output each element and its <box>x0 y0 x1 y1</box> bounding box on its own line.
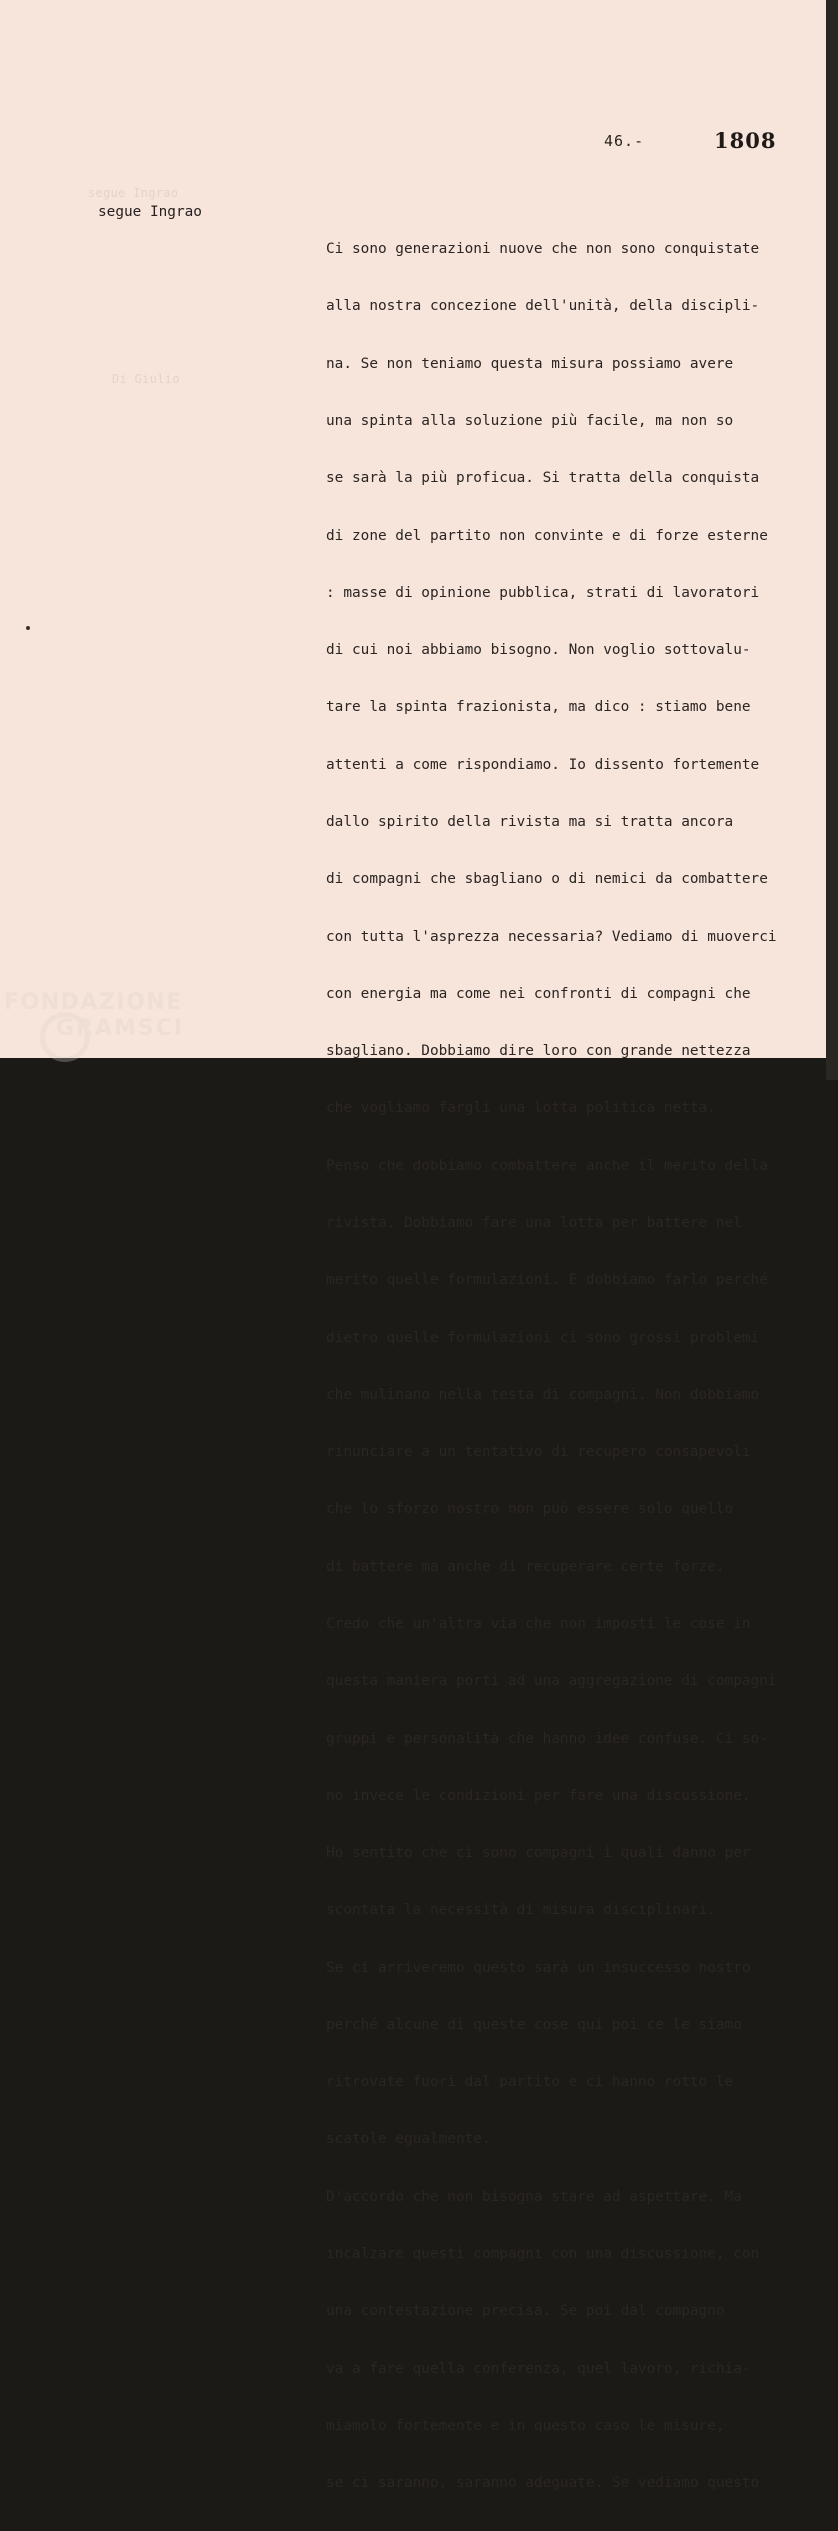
scan-edge <box>826 0 838 1080</box>
text-line: con energia ma come nei confronti di compagni che <box>326 985 751 1002</box>
text-line: ritrovate fuori dal partito e ci hanno rotto le <box>326 2074 734 2091</box>
watermark-line-1: FONDAZIONE <box>4 990 183 1015</box>
text-line: di compagni che sbagliano o di nemici da combattere <box>326 871 768 888</box>
archive-stamp-number: 1808 <box>714 128 777 153</box>
text-line: na. Se non teniamo questa misura possiamo avere <box>326 355 734 372</box>
text-line: sbagliano. Dobbiamo dire loro con grande nettezza <box>326 1043 751 1060</box>
text-line: una contestazione precisa. Se poi dal compagno <box>326 2303 725 2320</box>
margin-mark <box>26 626 30 630</box>
text-line: una spinta alla soluzione più facile, ma non so <box>326 413 734 430</box>
bleed-through-text: segue Ingrao <box>88 186 179 200</box>
text-line: D'accordo che non bisogna stare ad aspettare. Ma <box>326 2188 742 2205</box>
text-line: rivista. Dobbiamo fare una lotta per battere nel <box>326 1214 742 1231</box>
text-line: Credo che un'altra via che non imposti le cose in <box>326 1615 751 1632</box>
text-line: rinunciare a un tentativo di recupero consapevoli <box>326 1444 751 1461</box>
text-line: Se ci arriveremo questo sarà un insuccesso nostro <box>326 1959 751 1976</box>
text-line: no invece le condizioni per fare una discussione. <box>326 1787 751 1804</box>
text-line: che vogliamo fargli una lotta politica netta. <box>326 1100 716 1117</box>
text-line: alla nostra concezione dell'unità, della discipli- <box>326 298 760 315</box>
page-number: 46.- <box>604 132 645 150</box>
text-line: di battere ma anche di recuperare certe forze. <box>326 1558 725 1575</box>
bleed-through-text: Di Giulio <box>112 372 180 386</box>
text-line: gruppi e personalità che hanno idee confuse. Ci so- <box>326 1730 768 1747</box>
text-line: attenti a come rispondiamo. Io dissento fortemente <box>326 756 760 773</box>
text-line: : masse di opinione pubblica, strati di lavoratori <box>326 584 760 601</box>
text-line: perché alcune di queste cose qui poi ce le siamo <box>326 2016 742 2033</box>
typed-body-text <box>326 202 826 2531</box>
archive-watermark <box>4 990 214 1070</box>
speaker-note: segue Ingrao <box>98 204 202 220</box>
text-line: scontata la necessità di misura disciplinari. <box>326 1902 716 1919</box>
text-line: merito quelle formulazioni. E dobbiamo farlo perché <box>326 1272 768 1289</box>
text-line: questa maniera porti ad una aggregazione di compagni <box>326 1673 777 1690</box>
watermark-line-2: GRAMSCI <box>56 1016 185 1041</box>
text-line: dallo spirito della rivista ma si tratta ancora <box>326 814 734 830</box>
text-line: con tutta l'asprezza necessaria? Vediamo di muoverci <box>326 928 777 945</box>
text-line: incalzare questi compagni con una discussione, con <box>326 2246 760 2263</box>
text-line: di zone del partito non convinte e di forze esterne <box>326 527 768 544</box>
text-line: di cui noi abbiamo bisogno. Non voglio sottovalu- <box>326 642 751 659</box>
text-line: dietro quelle formulazioni ci sono grossi problemi <box>326 1329 760 1346</box>
text-line: scatole egualmente. <box>326 2131 491 2148</box>
text-line: se ci saranno, saranno adeguate. Se vediamo questo <box>326 2475 760 2492</box>
text-line: se sarà la più proficua. Si tratta della conquista <box>326 470 760 487</box>
text-line: Ho sentito che ci sono compagni i quali danno per <box>326 1845 751 1862</box>
text-line: va a fare quella conferenza, quel lavoro, richia- <box>326 2360 751 2377</box>
text-line: che mulinano nella testa di compagni. Non dobbiamo <box>326 1386 760 1403</box>
text-line: Ci sono generazioni nuove che non sono conquistate <box>326 241 760 258</box>
text-line: Penso che dobbiamo combattere anche il merito della <box>326 1157 768 1174</box>
text-line: che lo sforzo nostro non può essere solo quello <box>326 1501 734 1518</box>
text-line: tare la spinta frazionista, ma dico : stiamo bene <box>326 699 751 716</box>
text-line: miamolo fortemente e in questo caso le misure, <box>326 2417 725 2434</box>
